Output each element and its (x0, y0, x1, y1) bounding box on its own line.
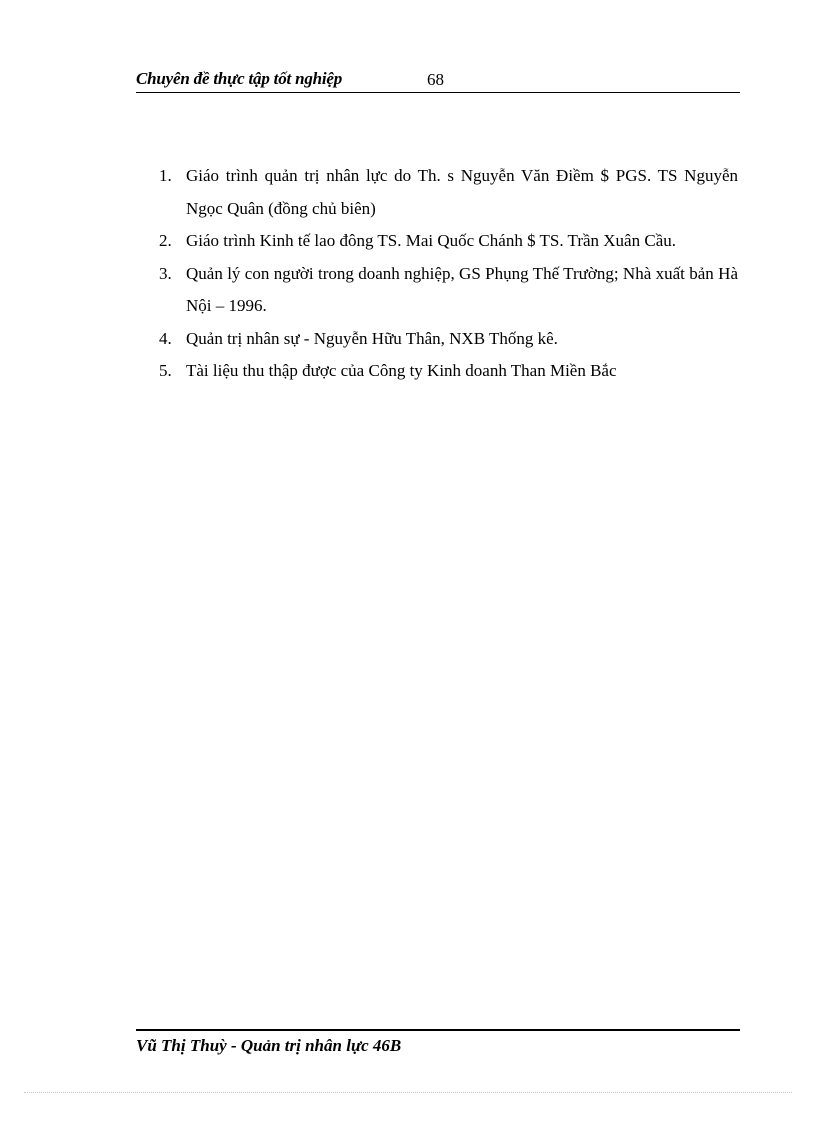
reference-list (158, 160, 738, 388)
reference-item (158, 258, 738, 323)
reference-number: 4. (159, 328, 172, 348)
reference-text: Giáo trình quản trị nhân lực do Th. s Nguyễn Văn Điềm $ PGS. TS Nguyễn Ngọc Quân (đồng chủ biên) (186, 166, 738, 218)
page-header (136, 68, 740, 93)
reference-text: Giáo trình Kinh tế lao đông TS. Mai Quốc Chánh $ TS. Trần Xuân Cầu. (186, 231, 676, 250)
header-title: Chuyên đề thực tập tốt nghiệp (136, 69, 343, 88)
reference-item (158, 160, 738, 225)
page-number: 68 (427, 70, 444, 89)
reference-item (158, 323, 738, 356)
reference-text: Quản trị nhân sự - Nguyễn Hữu Thân, NXB Thống kê. (186, 328, 558, 348)
reference-number: 3. (159, 263, 172, 283)
reference-text: Tài liệu thu thập được của Công ty Kinh doanh Than Miền Bắc (186, 361, 617, 380)
reference-item (158, 355, 738, 388)
reference-number: 1. (159, 166, 172, 185)
reference-number: 2. (159, 231, 172, 250)
footer-author: Vũ Thị Thuỳ - Quản trị nhân lực 46B (136, 1036, 402, 1055)
page-edge-divider (24, 1092, 792, 1093)
reference-number: 5. (159, 361, 172, 380)
reference-text: Quản lý con người trong doanh nghiệp, GS Phụng Thế Trường; Nhà xuất bản Hà Nội – 1996. (186, 263, 738, 315)
page-footer (136, 1029, 740, 1055)
reference-item (158, 225, 738, 258)
